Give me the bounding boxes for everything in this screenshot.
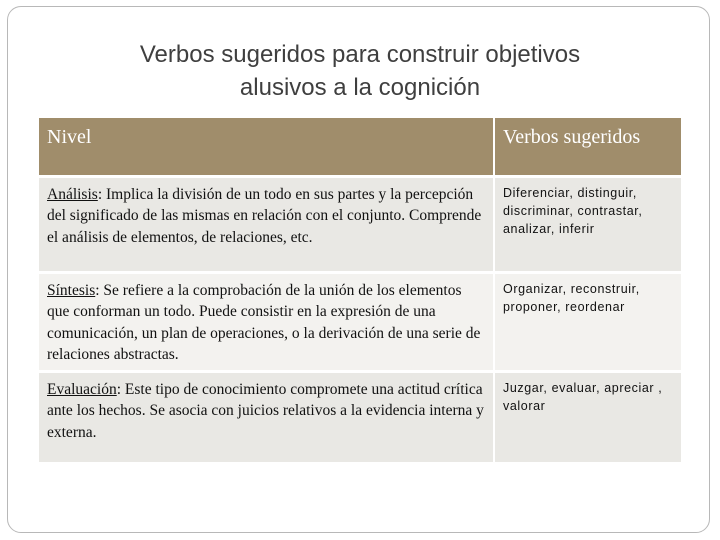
- slide-title-line-2: alusivos a la cognición: [239, 74, 481, 101]
- suggested-verbs-cell: Diferenciar, distinguir, discriminar, contrastar, analizar, inferir: [494, 176, 681, 272]
- level-description-cell: [39, 272, 494, 371]
- slide-title-line-1: Verbos sugeridos para construir objetivos: [139, 41, 581, 68]
- level-term: Síntesis: [47, 281, 96, 299]
- level-description: : Se refiere a la comprobación de la unión de los elementos que conforman un todo. Puede consistir en la expresión de una comunicación, un plan de operaciones, o la derivación de una serie de relaciones abstractas.: [47, 281, 481, 363]
- header-nivel: Nivel: [39, 118, 494, 176]
- suggested-verbs-cell: Juzgar, evaluar, apreciar , valorar: [494, 371, 681, 463]
- level-description: : Implica la división de un todo en sus partes y la percepción del significado de las mismas en relación con el conjunto. Comprende el análisis de elementos, de relaciones, etc.: [47, 185, 482, 246]
- verbs-table: [39, 118, 681, 465]
- level-description-cell: [39, 371, 494, 463]
- level-term: Evaluación: [47, 380, 117, 398]
- table-header-row: [39, 118, 681, 176]
- level-term: Análisis: [47, 185, 98, 203]
- table-row: [39, 176, 681, 272]
- level-description-cell: [39, 176, 494, 272]
- suggested-verbs-cell: Organizar, reconstruir, proponer, reordenar: [494, 272, 681, 371]
- table-row: [39, 371, 681, 463]
- table-row: [39, 272, 681, 371]
- level-description: : Este tipo de conocimiento compromete una actitud crítica ante los hechos. Se asocia con juicios relativos a la evidencia interna y externa.: [47, 380, 484, 441]
- slide-title: [40, 38, 680, 104]
- header-verbos-sugeridos: Verbos sugeridos: [494, 118, 681, 176]
